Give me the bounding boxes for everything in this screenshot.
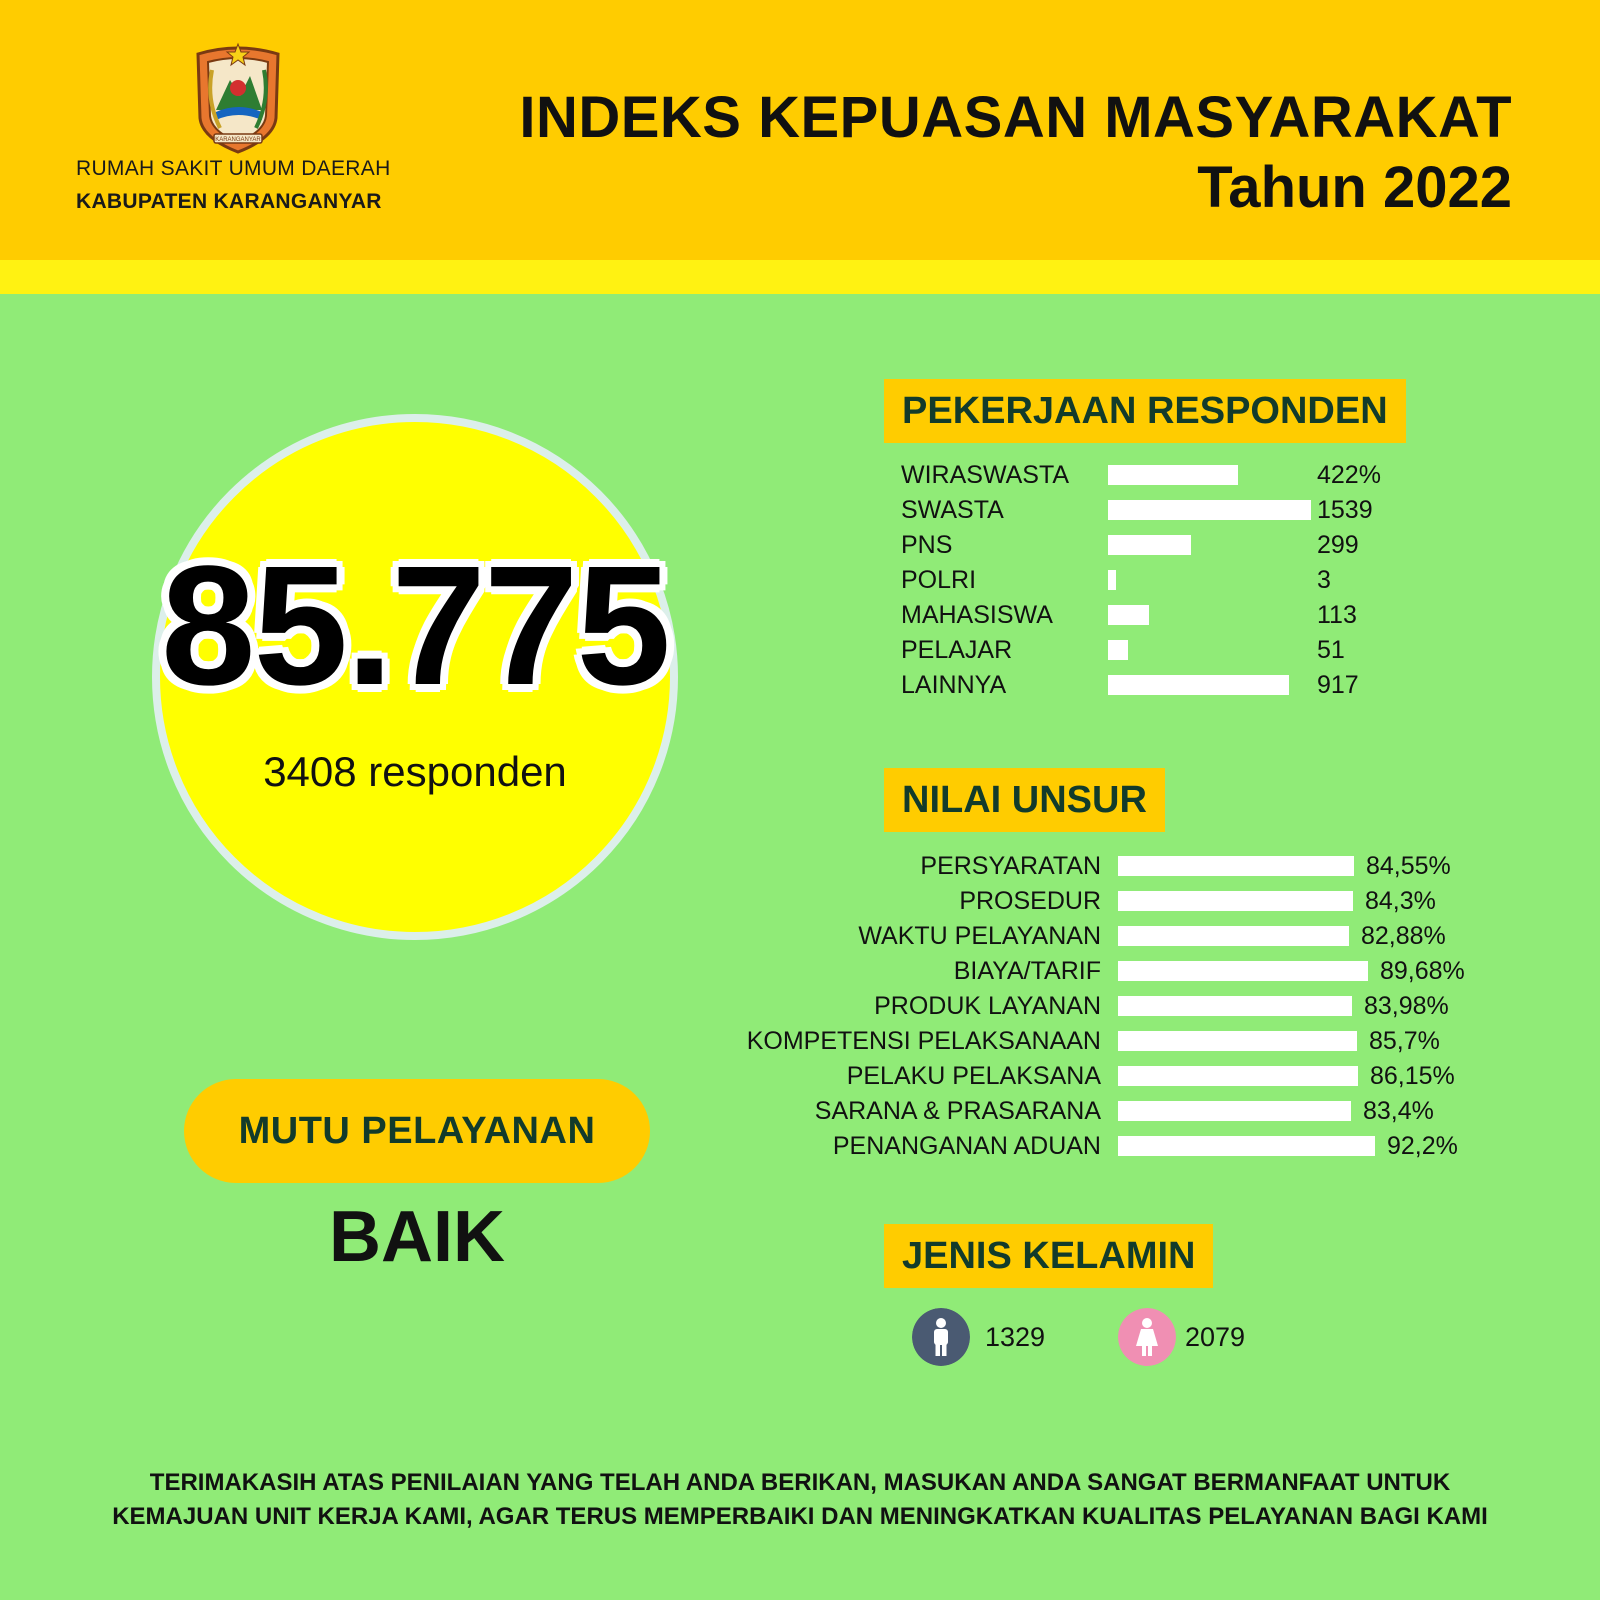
element-label: PELAKU PELAKSANA [846,1062,1101,1090]
gender-section-title: JENIS KELAMIN [884,1224,1213,1288]
occupation-label: SWASTA [901,496,1004,524]
male-icon [912,1308,970,1366]
occupation-bar [1108,500,1311,520]
footer-line1: TERIMAKASIH ATAS PENILAIAN YANG TELAH ANDA BERIKAN, MASUKAN ANDA SANGAT BERMANFAAT UNTUK [149,1469,1451,1496]
occupation-value: 3 [1317,566,1331,594]
element-bar [1118,961,1368,981]
header-stripe [0,260,1600,294]
element-bar [1118,1136,1375,1156]
occupation-label: POLRI [901,566,977,594]
occupation-bar [1108,675,1289,695]
element-value: 83,4% [1363,1097,1434,1125]
occupation-bar [1108,605,1149,625]
elements-section-title: NILAI UNSUR [884,768,1165,832]
element-label: PENANGANAN ADUAN [832,1132,1101,1160]
occupation-bar [1108,535,1191,555]
occupation-label: PNS [901,531,953,559]
footer-line2: KEMAJUAN UNIT KERJA KAMI, AGAR TERUS MEMPERBAIKI DAN MENINGKATKAN KUALITAS PELAYANAN BAGI KAMI [112,1503,1488,1530]
element-label: PRODUK LAYANAN [874,992,1101,1020]
respondent-count: 3408 responden [263,748,567,795]
occupation-section-title: PEKERJAAN RESPONDEN [884,379,1406,443]
satisfaction-score: 85.775 [161,531,669,721]
regency-emblem-icon [190,40,286,156]
element-bar [1118,1031,1357,1051]
occupation-bar [1108,465,1238,485]
element-value: 84,55% [1366,852,1451,880]
org-name-line2: KABUPATEN KARANGANYAR [76,190,382,213]
occupation-label: PELAJAR [901,636,1013,664]
element-label: PROSEDUR [959,887,1101,915]
element-bar [1118,1066,1358,1086]
element-value: 84,3% [1365,887,1436,915]
quality-label-pill: MUTU PELAYANAN [184,1079,650,1183]
female-icon [1118,1308,1176,1366]
element-label: SARANA & PRASARANA [814,1097,1101,1125]
element-bar [1118,1101,1351,1121]
element-bar [1118,856,1354,876]
element-label: KOMPETENSI PELAKSANAAN [746,1027,1101,1055]
element-value: 85,7% [1369,1027,1440,1055]
svg-text:KARANGANYAR: KARANGANYAR [215,137,261,143]
element-value: 83,98% [1364,992,1449,1020]
element-value: 89,68% [1380,957,1465,985]
element-bar [1118,996,1352,1016]
element-label: WAKTU PELAYANAN [858,922,1101,950]
element-bar [1118,891,1353,911]
occupation-label: MAHASISWA [901,601,1053,629]
org-name-line1: RUMAH SAKIT UMUM DAERAH [76,157,391,180]
occupation-value: 422% [1317,461,1381,489]
occupation-value: 1539 [1317,496,1373,524]
element-value: 86,15% [1370,1062,1455,1090]
occupation-value: 299 [1317,531,1359,559]
element-value: 82,88% [1361,922,1446,950]
element-value: 92,2% [1387,1132,1458,1160]
occupation-value: 917 [1317,671,1359,699]
occupation-value: 113 [1317,601,1357,629]
occupation-label: WIRASWASTA [901,461,1070,489]
occupation-label: LAINNYA [901,671,1007,699]
element-label: BIAYA/TARIF [953,957,1101,985]
quality-value: BAIK [329,1197,505,1277]
footer-message [60,1466,1540,1534]
male-count: 1329 [985,1322,1046,1352]
page-subtitle-year: Tahun 2022 [1197,155,1512,220]
female-count: 2079 [1185,1322,1246,1352]
element-bar [1118,926,1349,946]
occupation-bar [1108,570,1116,590]
occupation-bar [1108,640,1128,660]
occupation-value: 51 [1317,636,1345,664]
page-title: INDEKS KEPUASAN MASYARAKAT [519,85,1512,150]
element-label: PERSYARATAN [920,852,1101,880]
